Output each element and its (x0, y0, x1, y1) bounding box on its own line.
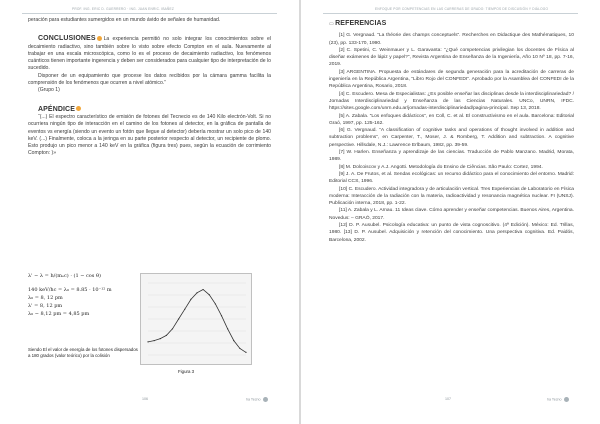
apendice-heading: APÉNDICE (38, 105, 75, 113)
formula-line-1: λ' − λ = h/(mₑc) · (1 − cos θ) (28, 273, 101, 279)
header-rule (22, 13, 277, 14)
reference-item: [6] G. Vergnaud. “A classification of cognitive tasks and operations of thought involved in addition and subtraction problems”, en Carpenter, T., Moser, J. & Romberg, T. Addition and subtraction. A cognitive perspective. Hillsdale, N.J.: Lawrence Erlbaum, 1982, pp. 39-59. (329, 128, 574, 148)
reference-item: [12] D. P. Ausubel. Psicología educativa: un punto de vista cognoscitivo. (4ª Edición). México: Ed. Trillas, 1980. [13] D. P. Ausubel. Adquisición y retención del conocimiento. Una perspectiva cognitiva. Ed. Paidós, Barcelona, 2002. (329, 223, 574, 243)
running-head-right: ENFOQUE POR COMPETENCIAS EN LAS CARRERAS DE GRADO: TIEMPOS DE DISCUSIÓN Y DIÁLOGO (375, 7, 549, 11)
spectrum-point (227, 328, 228, 329)
footer-page-right: 107 (445, 397, 451, 401)
formula-line-4: λ' = 8, 12 pm (28, 303, 63, 309)
reference-item: [8] M. Dolcoiscov y A.J. Angotti. Metodología do Ensino de Ciências. São Paulo: Cortez, 1994. (339, 164, 543, 170)
spectrum-point (190, 299, 191, 300)
spectrum-point (184, 309, 185, 310)
header-rule (323, 13, 578, 14)
left-page (0, 0, 299, 424)
reference-item: [1] G. Vergnaud. “La théorie des champs conceptuels”. Recherches en Didactique des Mathématiques, 10 (23), pp. 133-170, 1990. (329, 33, 574, 46)
spectrum-point (221, 315, 222, 316)
conclusiones-heading: CONCLUSIONES (38, 35, 96, 43)
spectrum-point (166, 335, 167, 336)
spectrum-point (160, 338, 161, 339)
spectrum-point (172, 328, 173, 329)
footer-brand-text: ha Tecno (246, 397, 261, 402)
figure-label: Figura 3 (178, 369, 195, 374)
reference-item: [4] C. Escudero. Mesa de Especialistas: ¿Es posible enseñar las disciplinas desde la interdisciplinariedad? / Jornadas Interdisciplinariedad y Enseñanza de las Ciencias Naturales. UNCo, UNRN, IFDC. https://sites.google.com/unrn.edu.ar/jornadas-interdisciplinariedad/pagina-principal. Sep 13, 2018. (329, 91, 574, 112)
reference-item: [9] J. A. De Frutos, et al. Sendas ecológicas: un recurso didáctico para el conocimiento del entorno. Madrid: Editorial CCS, 1996. (329, 171, 574, 185)
running-head-left: PROF. ING. ERIC D. GUERRERO · ING. JUAN ENRIC. IBAÑEZ (72, 7, 174, 11)
circle-badge-icon (97, 36, 102, 41)
footer-page-left: 106 (142, 397, 148, 401)
spectrum-point (178, 318, 179, 319)
footer-brand-text: ha Tecno (547, 397, 562, 402)
spectrum-chart (140, 273, 252, 365)
figure-caption: Siendo El el valor de energía de los fotones dispersados a 180 grados (valor teórico) por la colisión (28, 347, 138, 358)
spectrum-point (233, 340, 234, 341)
brand-dot-icon (263, 397, 268, 402)
reference-item: [7] W. Harlen. Enseñanza y aprendizaje de las ciencias. Traducción de Pablo Manzano. Madrid, Morata, 1989. (329, 150, 574, 163)
formula-line-2: 140 keV/hc = λ₀ = 8.85 · 10⁻¹² m (28, 287, 112, 293)
spectrum-point (147, 341, 148, 342)
formula-line-5: λ₀ − 8,12 pm = 4,85 pm (28, 311, 90, 317)
conclusiones-text2: Disponer de un equipamiento que procese los datos recibidos por la cámara gamma facilita la comprensión de los fenómenos que ocurren a nivel atómico.” (28, 72, 271, 87)
references-list (329, 32, 574, 244)
spectrum-point (245, 352, 246, 353)
footer-brand-right (547, 397, 569, 402)
reference-item: [3] ARGENTINA. Propuesta de estándares de segunda generación para la acreditación de carreras de ingeniería en la República Argentina, “Libro Rojo del CONFEDI”. Aprobado por la Asamblea del CONFEDI de la República Argentina, Rosario, 2018. (329, 69, 574, 90)
apendice-text: “(...) El espectro característico de emisión de fotones del Tecnecio es de 140 Kilo electrón-Volt. Si no ocurriera ningún tipo de interacción en el camino de los fotones al detector, en la gráfica de pantalla de eventos vs energía (siendo un evento un fotón que llegue al detector) debería mostrar un solo pico de 140 keV. (...) Finalmente, coloca a la jeringa en su parte posterior respecto al detector, un recipiente de plomo. Esto produjo un pico menor a 140 keV en la gráfica (figura tres) pues, según la ecuación de corrimiento Compton: )» (28, 113, 271, 157)
spectrum-point (209, 294, 210, 295)
left-body (28, 17, 271, 158)
formula-line-3: λ₀ = 8, 12 pm (28, 295, 63, 301)
circle-badge-icon (76, 106, 81, 111)
reference-item: [10] C. Escudero. Actividad integradora y de articulación vertical. Tres Experiencias de Laboratorio en Física moderna: Interacción de la radiación con la materia, radioactividad y resonancia magnética nuclear. FI (UNSJ). Publicación interna, 2018, pp. 1-22. (329, 186, 574, 207)
top-line: peración para estudiantes sumergidos en un mundo ávido de señales de humanidad. (28, 17, 221, 23)
reference-item: [2] C. Spetini, C. Weinmauer y L. Garavanta: “¿Qué competencias privilegian los docentes de Física al diseñar exámenes de lápiz y papel?”, Revista Argentina de Enseñanza de la Ingeniería, Año 10 Nº 18, pp. 7-16, 2019. (329, 47, 574, 68)
brand-dot-icon (564, 397, 569, 402)
spectrum-point (215, 303, 216, 304)
conclusiones-group: (Grupo 1) (38, 87, 60, 94)
right-page (301, 0, 600, 424)
right-body (329, 20, 574, 244)
footer-brand-left (246, 397, 268, 402)
reference-item: [5] A. Zabala. “Los enfoques didácticos”, en Coll, C. et al. El constructivismo en el aula. Barcelona: Editorial Graó, 1997, pp. 125-162. (329, 113, 574, 126)
section-marker-icon: ▭ (329, 21, 334, 27)
spectrum-point (196, 292, 197, 293)
spectrum-point (203, 289, 204, 290)
spectrum-point (239, 348, 240, 349)
conclusiones-text: La experiencia permitió no solo integrar los conocimientos sobre el decaimiento radiactivo, sino también sobre lo visto sobre efecto Compton en el aula. Nuevamente al trabajar en una escala microscópica, como lo es el proceso de decaimiento radiactivo, los fenómenos cuánticos tienen importante ingerencia y deben ser considerados para cualquier tipo de interpretación de lo sucedido. (28, 36, 271, 72)
reference-item: [11] A. Zabala y L. Arnau. 11 Ideas clave. Cómo aprender y enseñar competencias. Buenos Aires, Argentina. Novedus: – GRAÓ, 2017. (329, 208, 574, 221)
references-heading: REFERENCIAS (335, 20, 387, 27)
spectrum-point (154, 340, 155, 341)
